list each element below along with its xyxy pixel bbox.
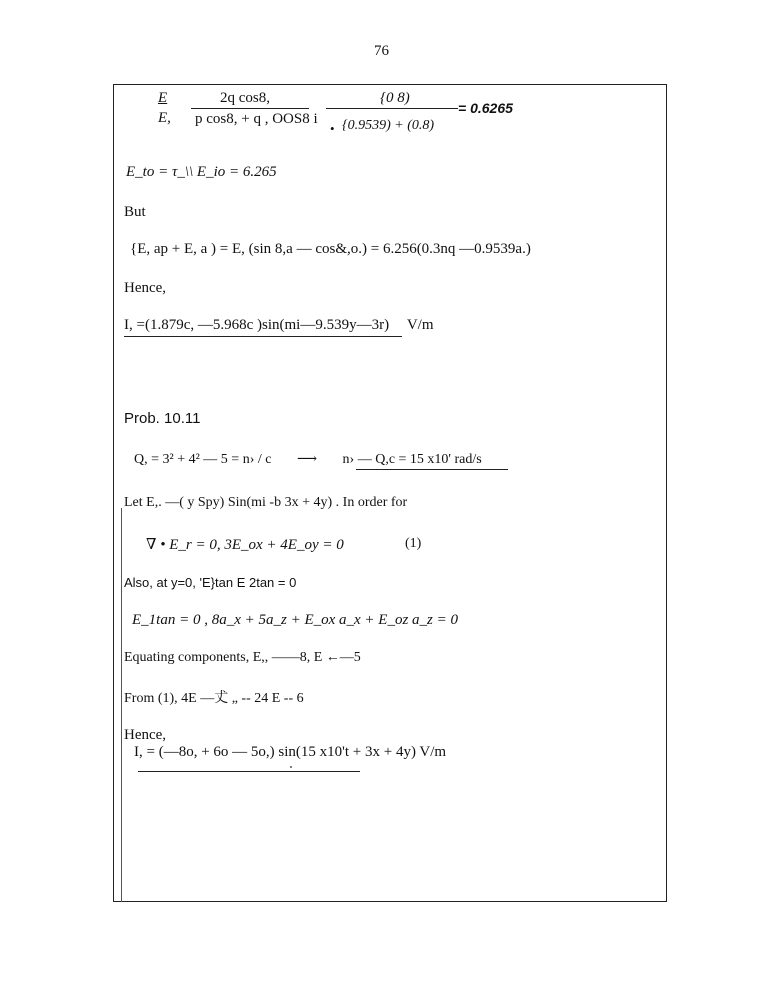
fraction-middle-numerator: 2q cos8, <box>220 90 270 106</box>
problem-title: Prob. 10.11 <box>124 410 201 427</box>
from-equation-1: From (1), 4E —𠀋 „ -- 24 E -- 6 <box>124 691 304 706</box>
fraction-middle-bar <box>191 108 309 109</box>
omega-left: Q, = 3² + 4² — 5 = n› / c <box>134 452 272 467</box>
dot-product-equation: {E, ap + E, a ) = E, (sin 8,a — cos&,o.) = 6.256(0.3nq —0.9539a.) <box>130 241 531 257</box>
page-number: 76 <box>374 43 389 59</box>
fraction-right-numerator: {0 8) <box>380 90 410 106</box>
answer-1-underline <box>124 336 402 337</box>
answer-1-unit: V/m <box>406 317 434 333</box>
answer-1-expression: I, =(1.879c, —5.968c )sin(mi—9.539y—3r) <box>124 317 390 333</box>
but-label: But <box>124 204 146 220</box>
omega-right: n› — Q,c = 15 x10' rad/s <box>342 452 482 467</box>
frame-inner-margin-line <box>121 508 122 902</box>
fraction-right-bar <box>326 108 458 109</box>
fraction-left-numerator: E <box>158 90 168 106</box>
answer-2-underline <box>138 771 360 772</box>
omega-arrow: ⟶ <box>296 452 318 467</box>
hence-label-1: Hence, <box>124 280 167 296</box>
equating-components: Equating components, E,, ——8, E ←—5 <box>124 650 361 665</box>
page-frame <box>113 84 667 902</box>
hence-label-2: Hence, <box>124 727 167 743</box>
answer-2: I, = (—8o, + 6o — 5o,) sin(15 x10't + 3x + 4y) V/m <box>134 744 447 760</box>
fraction-left-denominator: E, <box>158 110 171 126</box>
omega-equation <box>134 451 482 468</box>
fraction-result: = 0.6265 <box>458 100 513 116</box>
answer-2-underline-dot <box>290 766 292 768</box>
answer-1 <box>124 317 434 334</box>
let-statement: Let E,. —( y Spy) Sin(mi -b 3x + 4y) . In order for <box>124 495 408 510</box>
eto-text: E_to = τ_\\ E_io = 6.265 <box>126 164 277 180</box>
fraction-middle-denominator: p cos8, + q , OOS8 i <box>195 111 318 127</box>
boundary-condition-statement: Also, at y=0, 'E}tan E 2tan = 0 <box>124 575 297 590</box>
transmitted-field-equation <box>126 164 277 181</box>
fraction-right-bullet: • <box>330 121 335 136</box>
equation-number-1: (1) <box>405 536 422 551</box>
tangential-field-equation: E_1tan = 0 , 8a_x + 5a_z + E_ox a_x + E_oz a_z = 0 <box>132 612 459 628</box>
fraction-right-denominator: {0.9539) + (0.8) <box>342 118 435 133</box>
divergence-condition: ∇ • E_r = 0, 3E_ox + 4E_oy = 0 <box>146 537 344 553</box>
omega-result-underline <box>356 469 508 470</box>
